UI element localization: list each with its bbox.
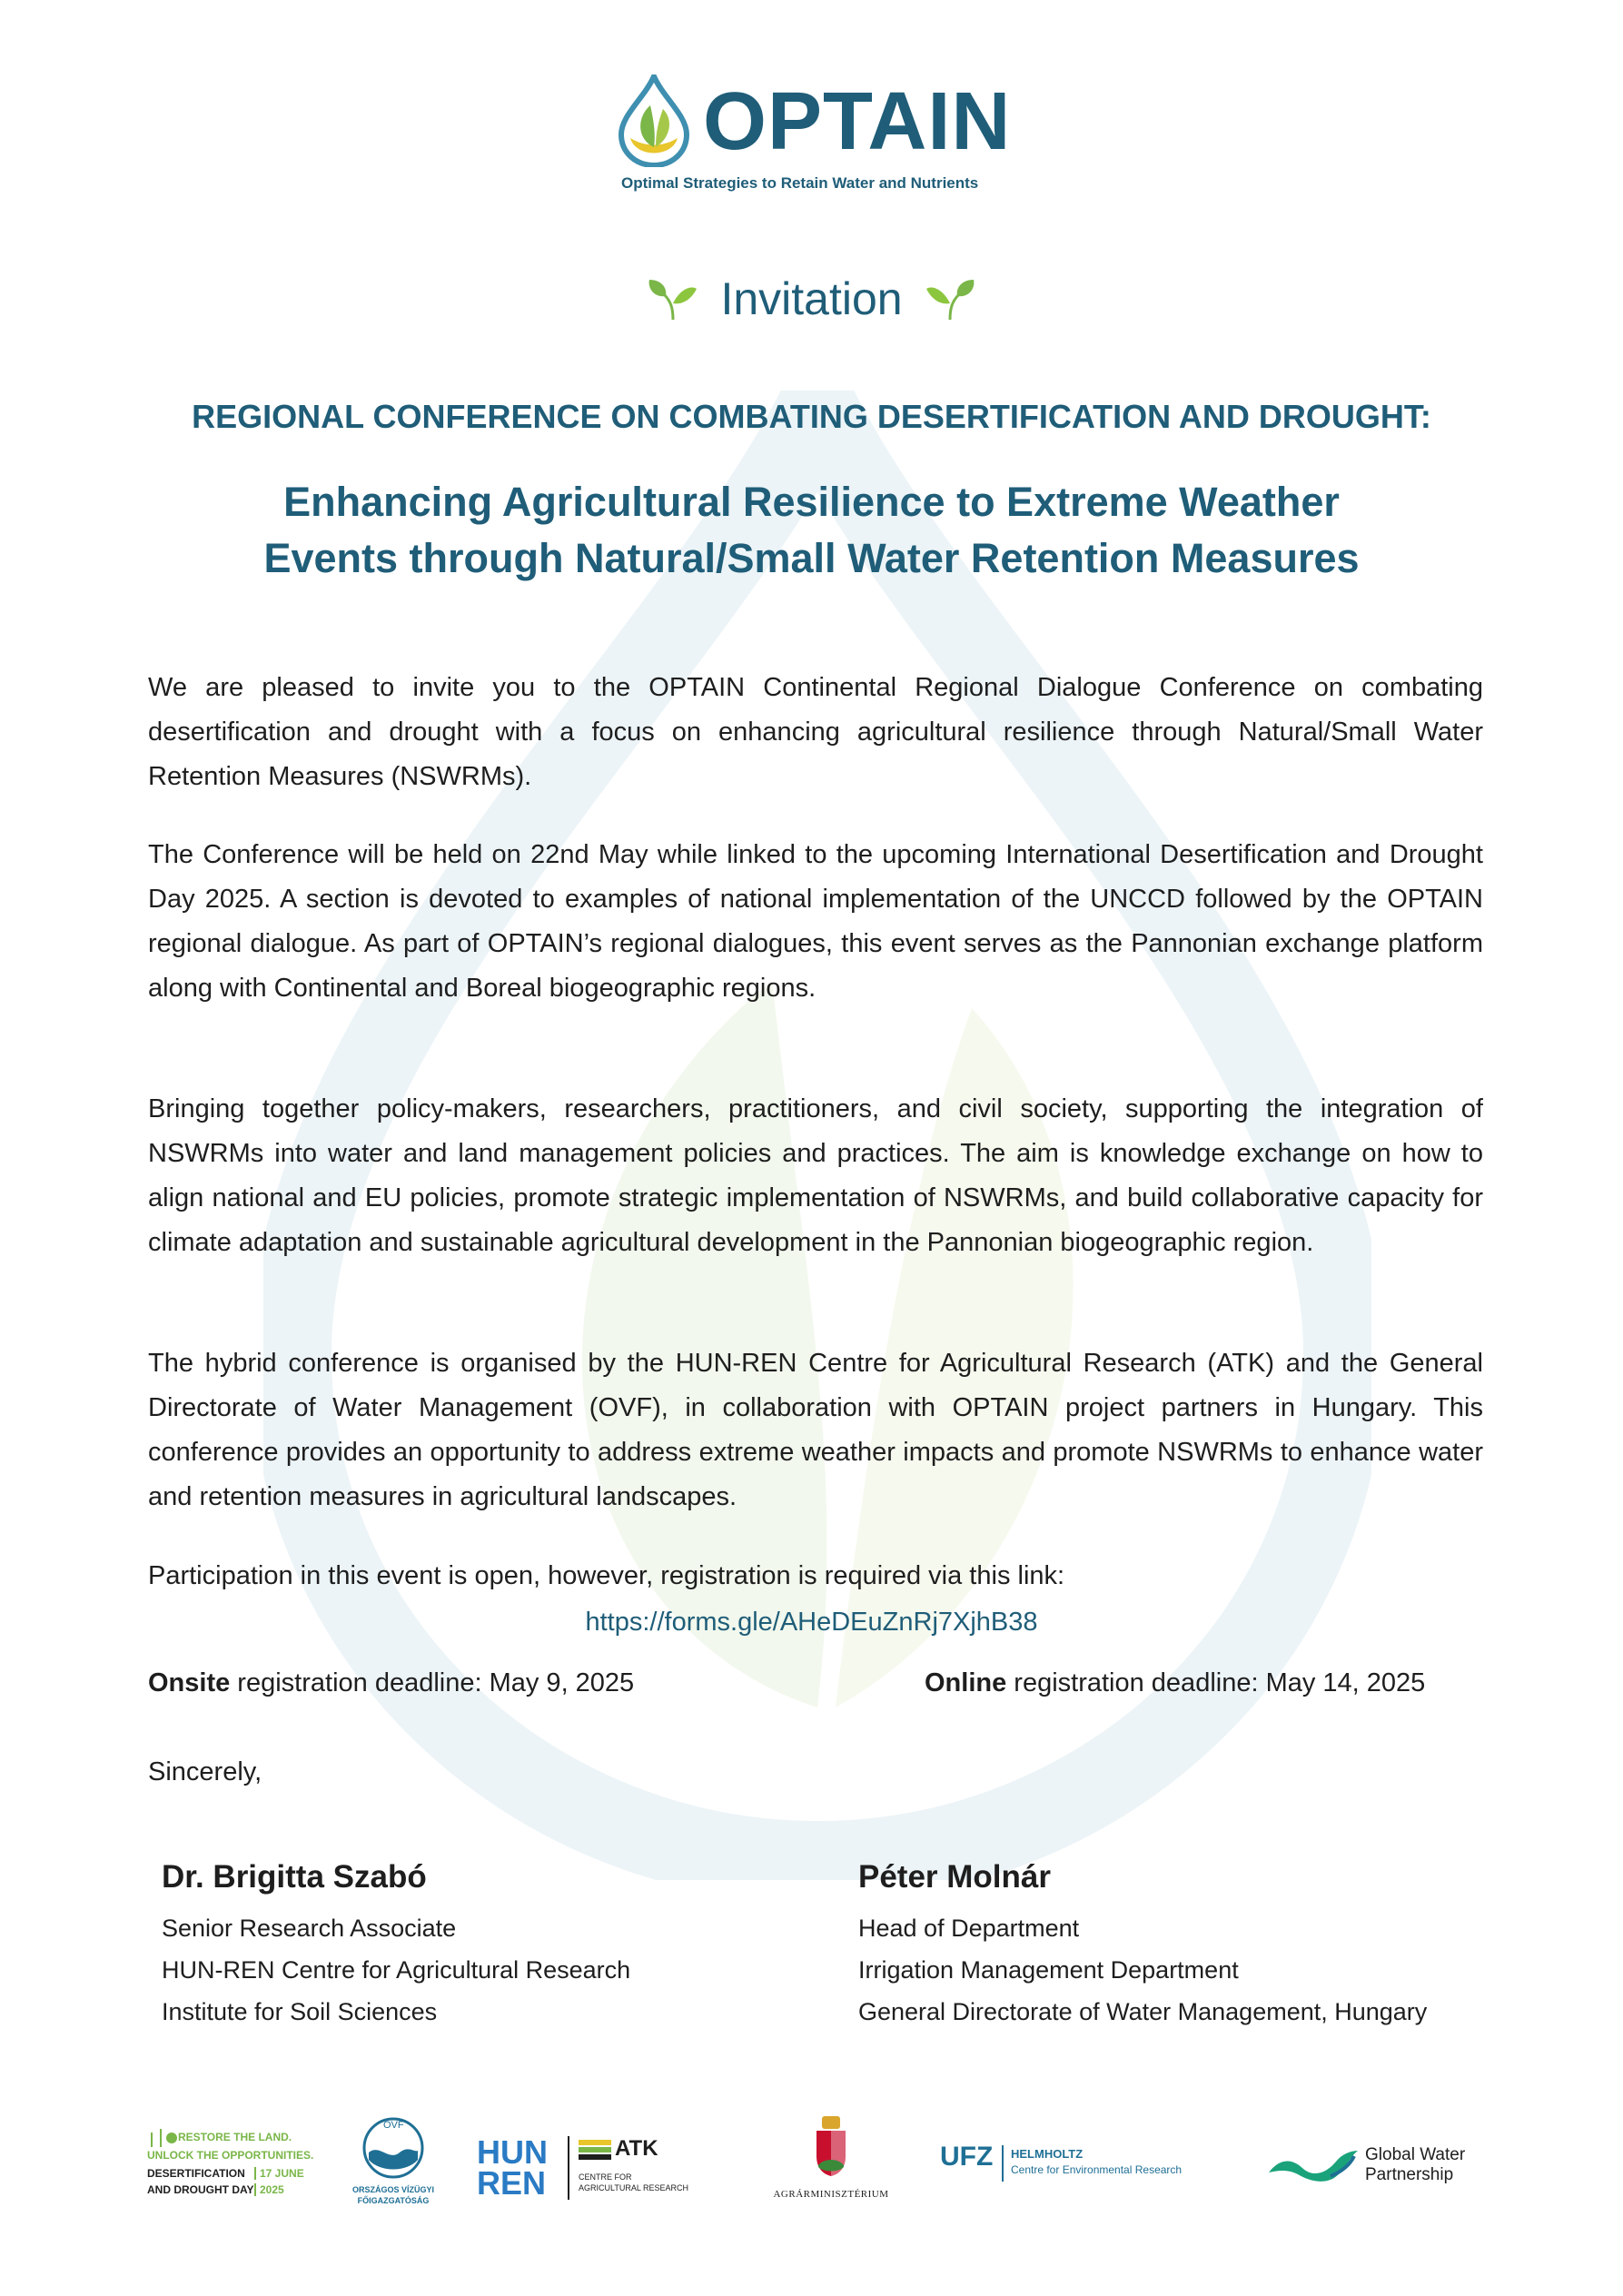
signatory-organisation: HUN-REN Centre for Agricultural Research bbox=[162, 1956, 631, 1984]
signatory-department: Irrigation Management Department bbox=[858, 1956, 1239, 1984]
restore-line: DESERTIFICATION bbox=[147, 2167, 245, 2180]
gwp-line: Partnership bbox=[1365, 2165, 1454, 2184]
logo-wordmark: OPTAIN bbox=[703, 76, 1012, 167]
atk-text: ATK bbox=[615, 2136, 658, 2161]
hungarian-coat-of-arms-icon bbox=[813, 2116, 849, 2178]
atk-line: AGRICULTURAL RESEARCH bbox=[579, 2183, 689, 2192]
registration-link-row bbox=[0, 1608, 1623, 1638]
signatory-name: Péter Molnár bbox=[858, 1859, 1051, 1895]
invitation-label: Invitation bbox=[720, 273, 903, 324]
conference-subtitle: REGIONAL CONFERENCE ON COMBATING DESERTIFICATION AND DROUGHT: bbox=[192, 398, 1431, 435]
registration-intro: Participation in this event is open, however, registration is required via this link: bbox=[148, 1561, 1065, 1590]
partner-logos bbox=[0, 2116, 1623, 2225]
title-line: Enhancing Agricultural Resilience to Extreme Weather bbox=[283, 479, 1340, 525]
title-line: Events through Natural/Small Water Retention Measures bbox=[263, 535, 1360, 581]
restore-line: RESTORE THE LAND. bbox=[178, 2131, 292, 2143]
ovf-line: FŐIGAZGATÓSÁG bbox=[357, 2196, 430, 2205]
onsite-label: Onsite bbox=[148, 1668, 231, 1697]
restore-year: 2025 bbox=[254, 2183, 284, 2196]
online-deadline bbox=[925, 1668, 1425, 1698]
hun-ren-atk-logo bbox=[477, 2133, 713, 2209]
helmholtz-subtitle: Centre for Environmental Research bbox=[1011, 2163, 1183, 2176]
conference-title bbox=[91, 474, 1532, 587]
body-paragraph: The Conference will be held on 22nd May while linked to the upcoming International Desertification and Drought Day 2025. A section is devoted to examples of national implementation of the UNCCD followed by the OPTAIN regional dialogue. As part of OPTAIN’s regional dialogues, this event serves as the Pannonian exchange platform along with Continental and Boreal biogeographic regions. bbox=[148, 840, 1483, 1003]
invitation-heading bbox=[0, 272, 1623, 345]
signatory-organisation: General Directorate of Water Management, Hungary bbox=[858, 1998, 1428, 2025]
ovf-abbr: OVF bbox=[383, 2120, 404, 2131]
body-paragraph: The hybrid conference is organised by the HUN-REN Centre for Agricultural Research (ATK) and the General Directorate of Water Management (OVF), in collaboration with OPTAIN project partners in Hungary. This conference provides an opportunity to address extreme weather impacts and promote NSWRMs to enhance water and retention measures in agricultural landscapes. bbox=[148, 1349, 1483, 1511]
ufz-text: UFZ bbox=[940, 2142, 994, 2172]
signatory-szabo bbox=[162, 1856, 630, 2033]
water-drop-leaf-icon bbox=[618, 74, 690, 167]
helmholtz-text: HELMHOLTZ bbox=[1011, 2147, 1084, 2161]
signatory-name: Dr. Brigitta Szabó bbox=[162, 1859, 427, 1895]
ovf-logo bbox=[343, 2116, 443, 2225]
closing: Sincerely, bbox=[148, 1757, 262, 1786]
logo-divider bbox=[568, 2136, 569, 2200]
wave-icon bbox=[1267, 2145, 1361, 2185]
optain-logo bbox=[618, 74, 1012, 197]
body-paragraph: Bringing together policy-makers, researchers, practitioners, and civil society, supporting the integration of NSWRMs into water and land management policies and practices. The aim is knowledge exchange on how to align national and EU policies, promote strategic implementation of NSWRMs, and build collaborative capacity for climate adaptation and sustainable agricultural development in the Pannonian biogeographic region. bbox=[148, 1094, 1483, 1257]
online-deadline-text: registration deadline: May 14, 2025 bbox=[1006, 1668, 1426, 1697]
signatory-role: Head of Department bbox=[858, 1915, 1080, 1942]
signatory-role: Senior Research Associate bbox=[162, 1915, 457, 1942]
registration-link[interactable]: https://forms.gle/AHeDEuZnRj7XjhB38 bbox=[585, 1608, 1038, 1637]
ovf-line: ORSZÁGOS VÍZÜGYI bbox=[351, 2185, 434, 2194]
onsite-deadline bbox=[148, 1668, 634, 1698]
desertification-day-logo bbox=[145, 2129, 314, 2229]
wind-turbine-icon bbox=[147, 2129, 178, 2147]
atk-stripes-icon bbox=[579, 2140, 611, 2160]
hun-ren-text: REN bbox=[477, 2164, 547, 2202]
restore-date: 17 JUNE bbox=[254, 2167, 304, 2180]
hun-ren-text: HUN bbox=[477, 2133, 548, 2171]
sprout-icon bbox=[646, 276, 698, 322]
signatory-molnar bbox=[858, 1856, 1427, 2033]
signatory-institute: Institute for Soil Sciences bbox=[162, 1998, 438, 2025]
restore-line: AND DROUGHT DAY bbox=[147, 2183, 254, 2196]
atk-line: CENTRE FOR bbox=[579, 2172, 632, 2182]
onsite-deadline-text: registration deadline: May 9, 2025 bbox=[230, 1668, 635, 1697]
logo-divider bbox=[1002, 2145, 1004, 2182]
agrarministry-logo bbox=[772, 2116, 890, 2225]
agrar-text: AGRÁRMINISZTÉRIUM bbox=[773, 2189, 889, 2200]
global-water-partnership-logo bbox=[1267, 2142, 1485, 2196]
restore-line: UNLOCK THE OPPORTUNITIES. bbox=[147, 2149, 314, 2162]
ufz-helmholtz-logo bbox=[940, 2142, 1222, 2196]
gwp-line: Global Water bbox=[1365, 2145, 1466, 2164]
online-label: Online bbox=[925, 1668, 1007, 1697]
logo-tagline: Optimal Strategies to Retain Water and Nutrients bbox=[621, 174, 979, 192]
sprout-icon bbox=[925, 276, 977, 322]
body-paragraph: We are pleased to invite you to the OPTAIN Continental Regional Dialogue Conference on combating desertification and drought with a focus on enhancing agricultural resilience through Natural/Small Water Retention Measures (NSWRMs). bbox=[148, 673, 1483, 791]
